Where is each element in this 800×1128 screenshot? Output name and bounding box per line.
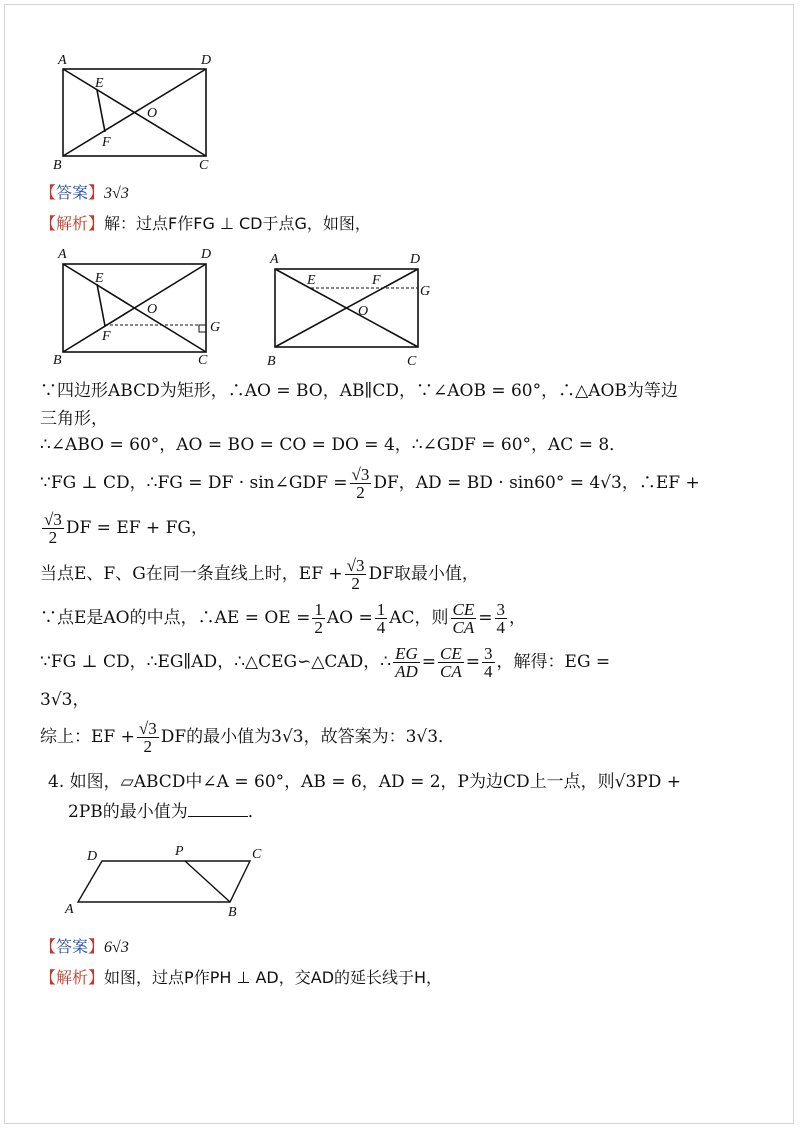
fig1-label-A: A [58, 53, 67, 68]
fig2-label-O: O [147, 302, 158, 317]
fig4-label-A: A [65, 902, 74, 917]
q4-answer-line: 【答案】6√3 [40, 937, 129, 956]
frac-3-over-4: $\frac{3}{4}$ [484, 644, 493, 681]
fig3-label-C: C [407, 354, 417, 369]
q4-analysis: 如图，过点P作PH ⊥ AD，交AD的延长线于H， [104, 968, 443, 987]
fig1-label-O: O [147, 106, 158, 121]
fig3-label-G: G [420, 284, 431, 299]
q3-line4: ∵FG ⊥ CD，∴FG = DF · sin∠GDF = $\frac{√3}{2}$ DF，AD = BD · sin60° = 4√3，∴EF + [40, 465, 700, 502]
fig2-label-A: A [58, 247, 67, 262]
q3-line6: 当点E、F、G在同一条直线上时，EF + $\frac{√3}{2}$ DF取最小值， [40, 556, 479, 593]
q4-number: 4. [48, 772, 65, 792]
frac-sqrt3-over-2: $\frac{√3}{2}$ [351, 465, 370, 502]
q3-analysis-line: 【解析】解：过点F作FG ⊥ CD于点G，如图， [40, 214, 371, 233]
frac-3-over-4: $\frac{3}{4}$ [496, 600, 506, 637]
fig3-label-E: E [307, 273, 316, 288]
frac-sqrt3-over-2: $\frac{√3}{2}$ [44, 510, 62, 547]
frac-sqrt3-over-2: $\frac{√3}{2}$ [346, 556, 365, 593]
answer-label: 答案 [56, 183, 89, 202]
frac-EG-over-AD: $\frac{EG}{AD}$ [395, 644, 418, 681]
q4-text-line2: 2PB的最小值为 ． [68, 802, 265, 822]
q4-text-line1: 4. 如图，▱ABCD中∠A = 60°，AB = 6，AD = 2，P为边CD上一点，则√3PD + [48, 772, 681, 792]
q3-line3: ∴∠ABO = 60°，AO = BO = CO = DO = 4，∴∠GDF = 60°，AC = 8． [40, 435, 627, 455]
q3-answer: 3√3 [104, 185, 129, 202]
q3-answer-line: 【答案】3√3 [40, 183, 129, 202]
analysis-label: 解析 [56, 214, 89, 233]
q3-line7: ∵点E是AO的中点，∴AE = OE = $\frac{1}{2}$ AO = $\frac{1}{4}$ AC，则 $\frac{CE}{CA}$ = $\frac{3}{4}$ ， [40, 600, 527, 637]
fig1-label-C: C [199, 158, 209, 173]
frac-CE-over-CA: $\frac{CE}{CA}$ [452, 600, 475, 637]
q4-analysis-line: 【解析】如图，过点P作PH ⊥ AD，交AD的延长线于H， [40, 968, 443, 987]
frac-CE-over-CA: $\frac{CE}{CA}$ [440, 644, 462, 681]
fig1-label-D: D [201, 53, 212, 68]
fig4-label-D: D [87, 849, 98, 864]
fig2-label-G: G [210, 320, 221, 335]
fig2-label-B: B [53, 353, 62, 368]
fig4-label-C: C [252, 847, 262, 862]
figure-parallelogram [60, 838, 275, 923]
figure-rectangle-2 [50, 243, 230, 368]
fig4-label-B: B [228, 905, 237, 920]
q3-line8: ∵FG ⊥ CD，∴EG∥AD，∴△CEG∽△CAD，∴ $\frac{EG}{AD}$ = $\frac{CE}{CA}$ = $\frac{3}{4}$ ，解得：EG = [40, 644, 611, 681]
fig3-label-F: F [372, 273, 381, 288]
fig1-label-E: E [95, 76, 104, 91]
fig3-label-A: A [270, 252, 279, 267]
fig2-label-D: D [201, 247, 212, 262]
frac-1-over-2: $\frac{1}{2}$ [314, 600, 323, 637]
frac-sqrt3-over-2: $\frac{√3}{2}$ [138, 719, 157, 756]
q3-line1: ∵四边形ABCD为矩形，∴AO = BO，AB∥CD，∵∠AOB = 60°，∴△AOB为等边 [40, 381, 678, 401]
q3-analysis-first: 解：过点F作FG ⊥ CD于点G，如图， [104, 214, 371, 233]
q3-line9: 3√3， [40, 690, 90, 710]
figure-rectangle-3 [265, 248, 440, 370]
fig4-label-P: P [175, 844, 184, 859]
fig2-label-C: C [198, 353, 208, 368]
q3-line2: 三角形， [40, 409, 108, 429]
fig2-label-F: F [102, 329, 111, 344]
fig3-label-O: O [358, 304, 369, 319]
fig3-label-B: B [267, 354, 276, 369]
q4-answer-blank [188, 800, 248, 817]
fig2-label-E: E [95, 271, 104, 286]
frac-1-over-4: $\frac{1}{4}$ [376, 600, 386, 637]
q3-line10: 综上：EF + $\frac{√3}{2}$ DF的最小值为3√3，故答案为：3√3． [40, 719, 456, 756]
q4-answer: 6√3 [104, 939, 129, 956]
fig3-label-D: D [410, 252, 421, 267]
fig1-label-B: B [53, 158, 62, 173]
figure-rectangle-1 [50, 50, 225, 175]
fig1-label-F: F [102, 135, 111, 150]
q3-line5: $\frac{√3}{2}$ DF = EF + FG， [44, 510, 208, 547]
